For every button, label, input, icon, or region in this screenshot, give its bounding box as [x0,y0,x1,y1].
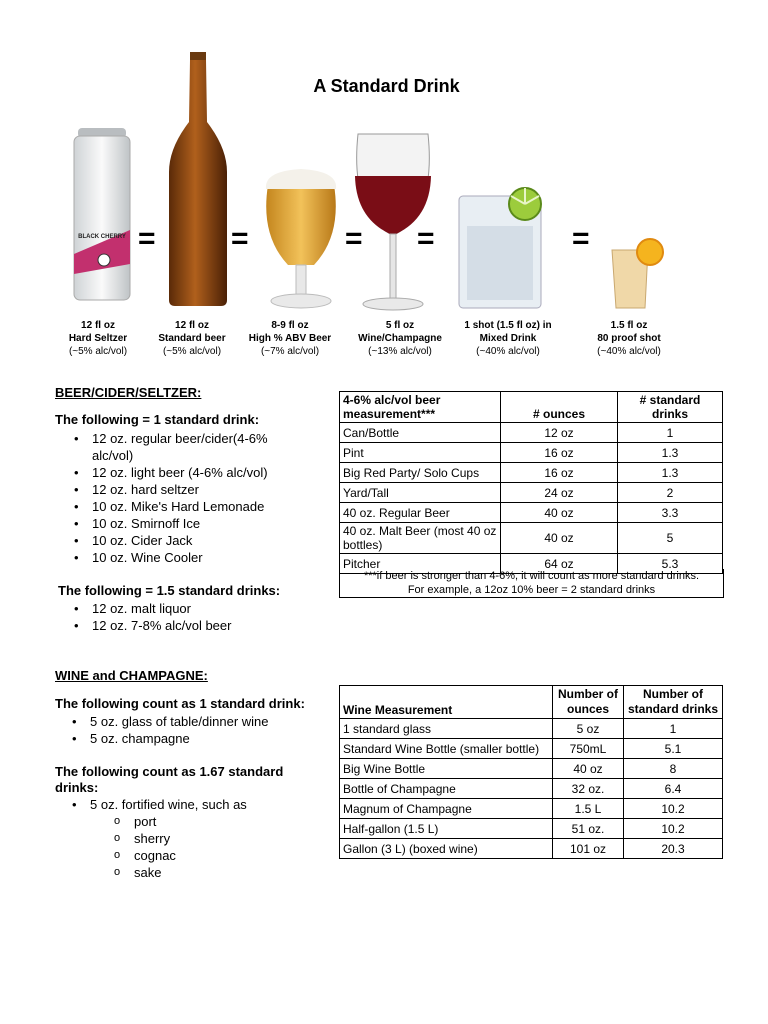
table-cell: Magnum of Champagne [340,799,553,819]
wine-glass-image [350,130,436,312]
wine-one-drink-heading: The following count as 1 standard drink: [55,696,305,711]
table-header-row [340,686,723,719]
table-cell: 32 oz. [553,779,624,799]
page-title: A Standard Drink [313,76,460,96]
list-item: o port [90,813,324,830]
table-cell: 5.3 [618,554,723,574]
table-cell: 1 [624,719,723,739]
table-cell: 40 oz [501,523,618,554]
table-row [340,719,723,739]
list-item-text: 5 oz. fortified wine, such as [90,797,247,812]
beer-glass-image [258,165,344,311]
table-cell: Gallon (3 L) (boxed wine) [340,839,553,859]
equals-sign: = [345,222,363,255]
table-cell: 1.3 [618,443,723,463]
table-row [340,739,723,759]
wine-one-drink-list [64,713,324,747]
table-row [340,463,723,483]
table-cell: 1 standard glass [340,719,553,739]
hard-seltzer-can-image [70,126,134,306]
table-row [340,523,723,554]
list-item: • 10 oz. Cider Jack [66,532,306,549]
list-item: • 12 oz. regular beer/cider(4-6% alc/vol) [66,430,306,464]
wine-measurement-table [339,685,723,859]
table-cell: Yard/Tall [340,483,501,503]
beer-one-drink-list [66,430,306,566]
table-row [340,503,723,523]
table-header-cell: Number of ounces [553,686,624,719]
list-item: • 12 oz. malt liquor [66,600,306,617]
list-item: • 5 oz. champagne [64,730,324,747]
table-cell: Half-gallon (1.5 L) [340,819,553,839]
beer-one-half-drink-list [66,600,306,634]
beer-one-drink-heading: The following = 1 standard drink: [55,412,260,427]
table-cell: Big Wine Bottle [340,759,553,779]
table-cell: 5 [618,523,723,554]
beer-table-footnote [339,569,724,598]
list-item: • 10 oz. Wine Cooler [66,549,306,566]
table-row [340,799,723,819]
wine-fortified-list [64,796,324,881]
equals-sign: = [138,222,156,255]
list-item: • 5 oz. glass of table/dinner wine [64,713,324,730]
table-cell: 10.2 [624,819,723,839]
table-header-cell: Wine Measurement [340,686,553,719]
table-header-cell: # standard drinks [618,392,723,423]
table-cell: 10.2 [624,799,723,819]
table-cell: Can/Bottle [340,423,501,443]
table-cell: 3.3 [618,503,723,523]
table-cell: Pint [340,443,501,463]
can-label: BLACK CHERRY [78,234,126,240]
table-cell: Pitcher [340,554,501,574]
drink-caption: 1.5 fl oz 80 proof shot (~40% alc/vol) [597,320,661,357]
table-cell: 64 oz [501,554,618,574]
table-cell: 40 oz [553,759,624,779]
table-cell: Standard Wine Bottle (smaller bottle) [340,739,553,759]
table-row [340,443,723,463]
list-item: • 10 oz. Mike's Hard Lemonade [66,498,306,515]
list-item: • 10 oz. Smirnoff Ice [66,515,306,532]
table-header-row [340,392,723,423]
list-item: o sherry [90,830,324,847]
table-row [340,819,723,839]
table-cell: 5 oz [553,719,624,739]
table-cell: 16 oz [501,463,618,483]
beer-one-half-drink-heading: The following = 1.5 standard drinks: [58,583,281,598]
list-item: o cognac [90,847,324,864]
list-item [64,796,324,881]
table-cell: 6.4 [624,779,723,799]
drink-caption: 8-9 fl oz High % ABV Beer (~7% alc/vol) [248,320,332,357]
beer-section-heading: BEER/CIDER/SELTZER: [55,385,202,400]
list-item: • 12 oz. light beer (4-6% alc/vol) [66,464,306,481]
drink-caption: 5 fl oz Wine/Champagne (~13% alc/vol) [358,320,442,357]
table-cell: Bottle of Champagne [340,779,553,799]
table-row [340,483,723,503]
table-cell: 1 [618,423,723,443]
drink-caption: 12 fl oz Standard beer (~5% alc/vol) [158,320,226,357]
table-row [340,839,723,859]
table-row [340,423,723,443]
table-header-cell: 4-6% alc/vol beer measurement*** [340,392,501,423]
equals-sign: = [572,222,590,255]
beer-bottle-image [165,52,231,308]
table-row [340,759,723,779]
table-cell: 40 oz. Malt Beer (most 40 oz bottles) [340,523,501,554]
drink-caption: 1 shot (1.5 fl oz) in Mixed Drink (~40% alc/vol) [464,320,552,357]
footnote-line: For example, a 12oz 10% beer = 2 standard drinks [407,584,656,596]
equals-sign: = [417,222,435,255]
beer-measurement-table [339,391,723,574]
table-cell: 750mL [553,739,624,759]
wine-fortified-heading: The following count as 1.67 standard drinks: [55,764,284,795]
table-cell: 1.3 [618,463,723,483]
table-cell: 20.3 [624,839,723,859]
table-cell: 51 oz. [553,819,624,839]
footnote-line: ***if beer is stronger than 4-6%, it will count as more standard drinks. [363,570,700,582]
drink-caption: 12 fl oz Hard Seltzer (~5% alc/vol) [68,320,128,357]
table-cell: 16 oz [501,443,618,463]
table-header-cell: Number of standard drinks [624,686,723,719]
mixed-drink-glass-image [455,186,547,312]
table-cell: 2 [618,483,723,503]
table-cell: 101 oz [553,839,624,859]
table-cell: Big Red Party/ Solo Cups [340,463,501,483]
list-item: • 12 oz. hard seltzer [66,481,306,498]
table-cell: 1.5 L [553,799,624,819]
list-item: • 12 oz. 7-8% alc/vol beer [66,617,306,634]
table-cell: 24 oz [501,483,618,503]
table-cell: 40 oz. Regular Beer [340,503,501,523]
list-item: o sake [90,864,324,881]
shot-glass-image [608,236,668,312]
table-cell: 40 oz [501,503,618,523]
table-row [340,779,723,799]
table-cell: 8 [624,759,723,779]
table-cell: 12 oz [501,423,618,443]
table-header-cell: # ounces [501,392,618,423]
equals-sign: = [231,222,249,255]
fortified-wine-sublist [90,813,324,881]
table-cell: 5.1 [624,739,723,759]
wine-section-heading: WINE and CHAMPAGNE: [55,668,208,683]
